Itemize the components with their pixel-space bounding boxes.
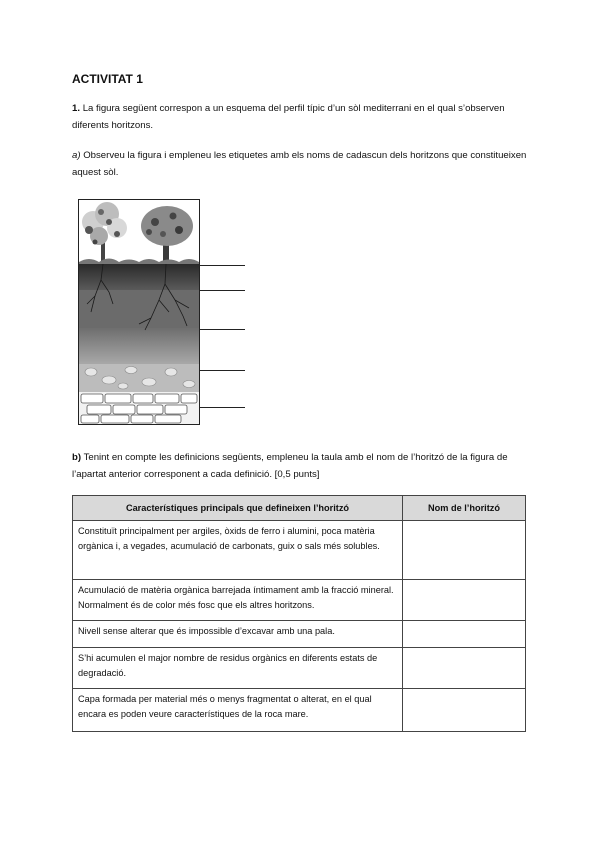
row-horizon-name-cell[interactable] — [403, 580, 526, 621]
row-horizon-name-cell[interactable] — [403, 521, 526, 580]
question-1 — [72, 100, 532, 134]
header-horizon-name: Nom de l’horitzó — [403, 496, 526, 521]
question-1-text: La figura següent correspon a un esquema del perfil típic d’un sòl mediterrani en el qual s’observen diferents horitzons. — [72, 103, 505, 131]
table-row — [73, 621, 526, 648]
header-characteristics: Característiques principals que defineixen l’horitzó — [73, 496, 403, 521]
row-description: Nivell sense alterar que és impossible d’excavar amb una pala. — [73, 621, 403, 648]
table-row — [73, 648, 526, 689]
question-a — [72, 147, 532, 181]
question-b — [72, 449, 532, 483]
row-horizon-name-cell[interactable] — [403, 689, 526, 732]
soil-profile-figure — [78, 199, 200, 425]
row-horizon-name-cell[interactable] — [403, 648, 526, 689]
question-1-number: 1. — [72, 103, 81, 114]
label-line-horizon-2 — [199, 290, 245, 291]
table-row — [73, 521, 526, 580]
question-b-letter: b) — [72, 452, 82, 463]
row-description: Capa formada per material més o menys fragmentat o alterat, en el qual encara es poden veure característiques de la roca mare. — [73, 689, 403, 732]
row-horizon-name-cell[interactable] — [403, 621, 526, 648]
horizons-table — [72, 495, 526, 732]
row-description: S’hi acumulen el major nombre de residus orgànics en diferents estats de degradació. — [73, 648, 403, 689]
table-row — [73, 689, 526, 732]
soil-profile-illustration — [79, 200, 199, 424]
question-a-letter: a) — [72, 150, 81, 161]
label-line-horizon-1 — [199, 265, 245, 266]
label-line-horizon-3 — [199, 329, 245, 330]
table-row — [73, 580, 526, 621]
question-b-text: Tenint en compte les definicions següents, empleneu la taula amb el nom de l’horitzó de la figura de l’apartat anterior corresponent a cada definició. [0,5 punts] — [72, 452, 508, 480]
row-description: Constituït principalment per argiles, òxids de ferro i alumini, poca matèria orgànica i, a vegades, acumulació de carbonats, guix o sals més solubles. — [73, 521, 403, 580]
label-line-horizon-4 — [199, 370, 245, 371]
row-description: Acumulació de matèria orgànica barrejada íntimament amb la fracció mineral. Normalment és de color més fosc que els altres horitzons. — [73, 580, 403, 621]
activity-title: ACTIVITAT 1 — [72, 72, 143, 86]
question-a-text: Observeu la figura i empleneu les etiquetes amb els noms de cadascun dels horitzons que constitueixen aquest sòl. — [72, 150, 527, 178]
table-header-row — [73, 496, 526, 521]
label-line-horizon-5 — [199, 407, 245, 408]
